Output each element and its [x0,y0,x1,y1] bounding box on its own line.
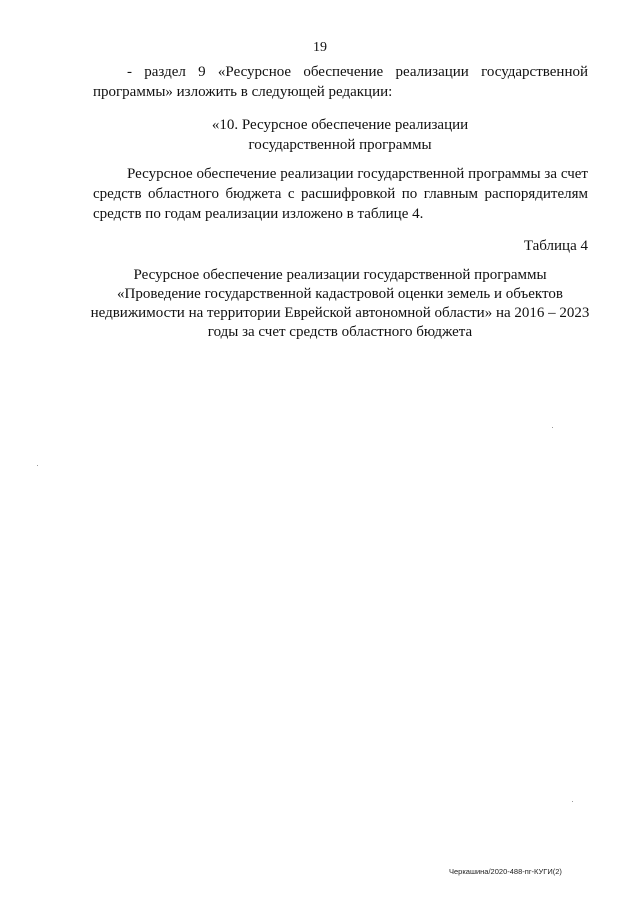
body-line-3: средств по годам реализации изложено в таблице 4. [93,206,424,222]
table-title-line-2: «Проведение государственной кадастровой оценки земель и объектов [117,286,563,302]
page-number: 19 [313,40,327,55]
intro-line-2: программы» изложить в следующей редакции: [93,84,393,100]
section-heading-line-2: государственной программы [248,137,432,153]
scan-speck [37,465,38,466]
table-label: Таблица 4 [523,238,588,254]
body-line-1: Ресурсное обеспечение реализации государственной программы за счет [127,166,588,182]
table-title-line-1: Ресурсное обеспечение реализации государственной программы [133,267,547,283]
table-title-line-3: недвижимости на территории Еврейской автономной области» на 2016 – 2023 [90,305,590,321]
table-title [0,266,640,342]
table-title-line-4: годы за счет средств областного бюджета [207,324,473,340]
body-line-2: средств областного бюджета с расшифровкой по главным распорядителям [93,186,588,202]
scan-speck [552,427,553,428]
intro-paragraph [93,62,588,102]
scan-speck [572,801,573,802]
footer-document-code: Черкашина/2020-488-пг-КУГИ(2) [449,867,562,876]
section-heading [0,115,640,155]
body-paragraph [93,164,588,224]
intro-line-1: - раздел 9 «Ресурсное обеспечение реализации государственной [127,64,588,80]
section-heading-line-1: «10. Ресурсное обеспечение реализации [211,117,469,133]
